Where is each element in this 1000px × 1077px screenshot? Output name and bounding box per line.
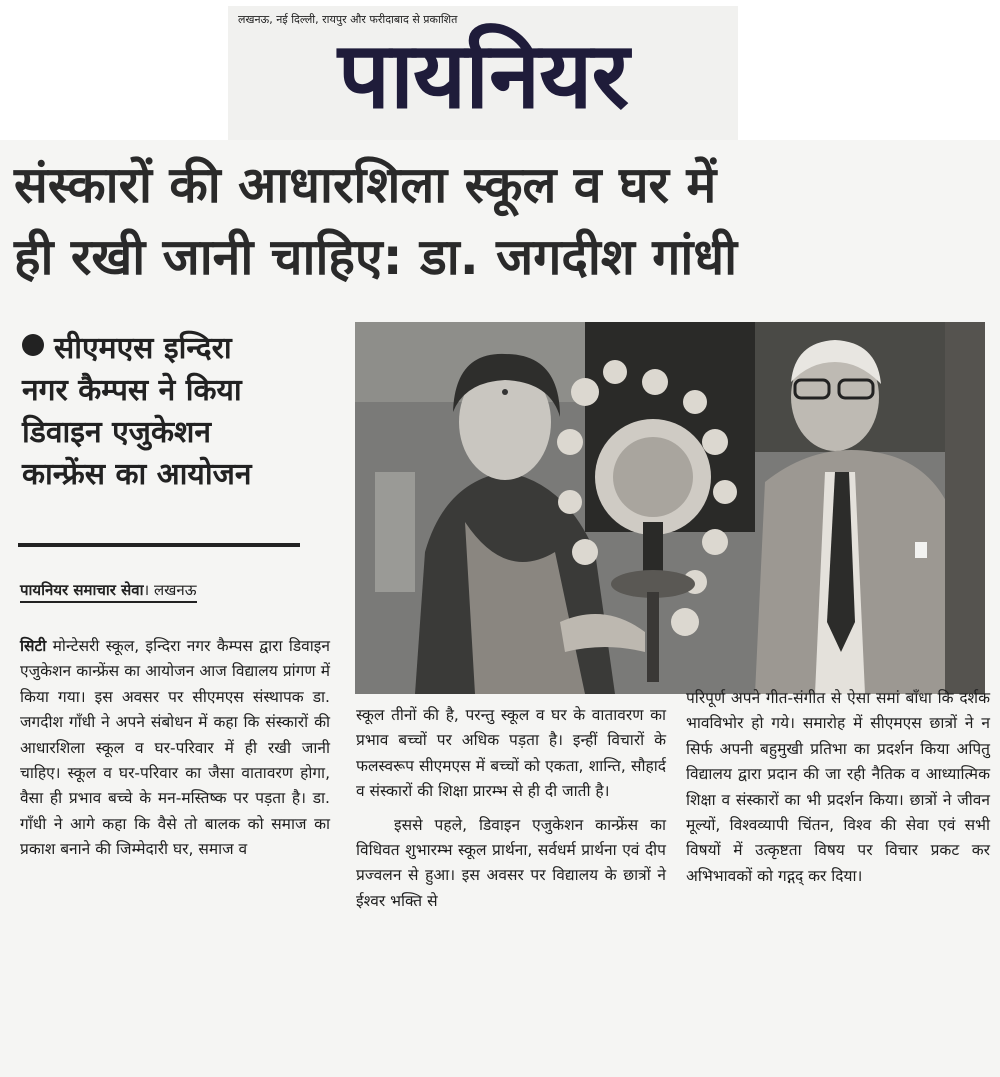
column-1-text: मोन्टेसरी स्कूल, इन्दिरा नगर कैम्पस द्वारा डिवाइन एजुकेशन कान्फ्रेंस का आयोजन आज विद्यालय प्रांगण में किया गया। इस अवसर पर सीएमएस संस्थापक डा. जगदीश गाँधी ने अपने संबोधन में कहा कि संस्कारों की आधारशिला स्कूल व घर-परिवार में ही रखी जानी चाहिए। स्कूल व घर-परिवार का जैसा वातावरण होगा, वैसा ही प्रभाव बच्चे के मन-मस्तिष्क पर पड़ता है। डा. गाँधी ने आगे कहा कि वैसे तो बालक को समाज का प्रकाश बनाने की जिम्मेदारी घर, समाज व <box>20 637 330 859</box>
headline-line-2: ही रखी जानी चाहिए: डा. जगदीश गांधी <box>14 228 738 286</box>
article-column-1 <box>20 634 330 863</box>
article-paragraph: इससे पहले, डिवाइन एजुकेशन कान्फ्रेंस का विधिवत शुभारम्भ स्कूल प्रार्थना, सर्वधर्म प्रार्थना एवं दीप प्रज्वलन से हुआ। इस अवसर पर विद्यालय के छात्रों ने ईश्वर भक्ति से <box>356 815 666 910</box>
subheadline <box>22 328 322 496</box>
news-photo <box>355 322 985 694</box>
lead-word: सिटी <box>20 637 47 655</box>
subhead-line-4: कान्फ्रेंस का आयोजन <box>22 457 252 492</box>
subhead-line-1: सीएमएस इन्दिरा <box>22 328 322 370</box>
article-column-2 <box>356 703 666 914</box>
article-paragraph: परिपूर्ण अपने गीत-संगीत से ऐसा समां बाँधा कि दर्शक भावविभोर हो गये। समारोह में सीएमएस छात्रों ने न सिर्फ अपनी बहुमुखी प्रतिभा का प्रदर्शन किया अपितु विद्यालय द्वारा प्रदान की जा रही नैतिक व आध्यात्मिक शिक्षा व संस्कारों का भी प्रदर्शन किया। छात्रों ने जीवन मूल्यों, विश्वव्यापी चिंतन, विश्व की सेवा एवं सभी विषयों में उत्कृष्टता विषय पर विचार प्रकट कर अभिभावकों को गद्गद् कर दिया। <box>686 689 990 885</box>
byline-city: । लखनऊ <box>143 581 197 599</box>
subhead-line-2: नगर कैम्पस ने किया <box>22 373 242 408</box>
bullet-icon <box>22 334 44 356</box>
article-paragraph <box>20 634 330 863</box>
byline-agency: पायनियर समाचार सेवा <box>20 581 144 599</box>
photo-illustration <box>355 322 985 694</box>
article-column-3 <box>686 686 990 889</box>
subhead-line-3: डिवाइन एजुकेशन <box>22 415 212 450</box>
subhead-divider <box>18 543 300 547</box>
masthead <box>228 6 738 140</box>
byline <box>20 580 197 603</box>
headline-line-1: संस्कारों की आधारशिला स्कूल व घर में <box>14 156 717 214</box>
newspaper-name: पायनियर <box>337 22 629 129</box>
news-clipping <box>0 140 1000 1077</box>
article-paragraph: स्कूल तीनों की है, परन्तु स्कूल व घर के वातावरण का प्रभाव बच्चों पर अधिक पड़ता है। इन्हीं विचारों के फलस्वरूप सीएमएस में बच्चों को एकता, शान्ति, सौहार्द व संस्कारों की शिक्षा प्रारम्भ से ही दी जाती है। <box>356 706 666 801</box>
masthead-tagline: लखनऊ, नई दिल्ली, रायपुर और फरीदाबाद से प्रकाशित <box>238 13 458 26</box>
